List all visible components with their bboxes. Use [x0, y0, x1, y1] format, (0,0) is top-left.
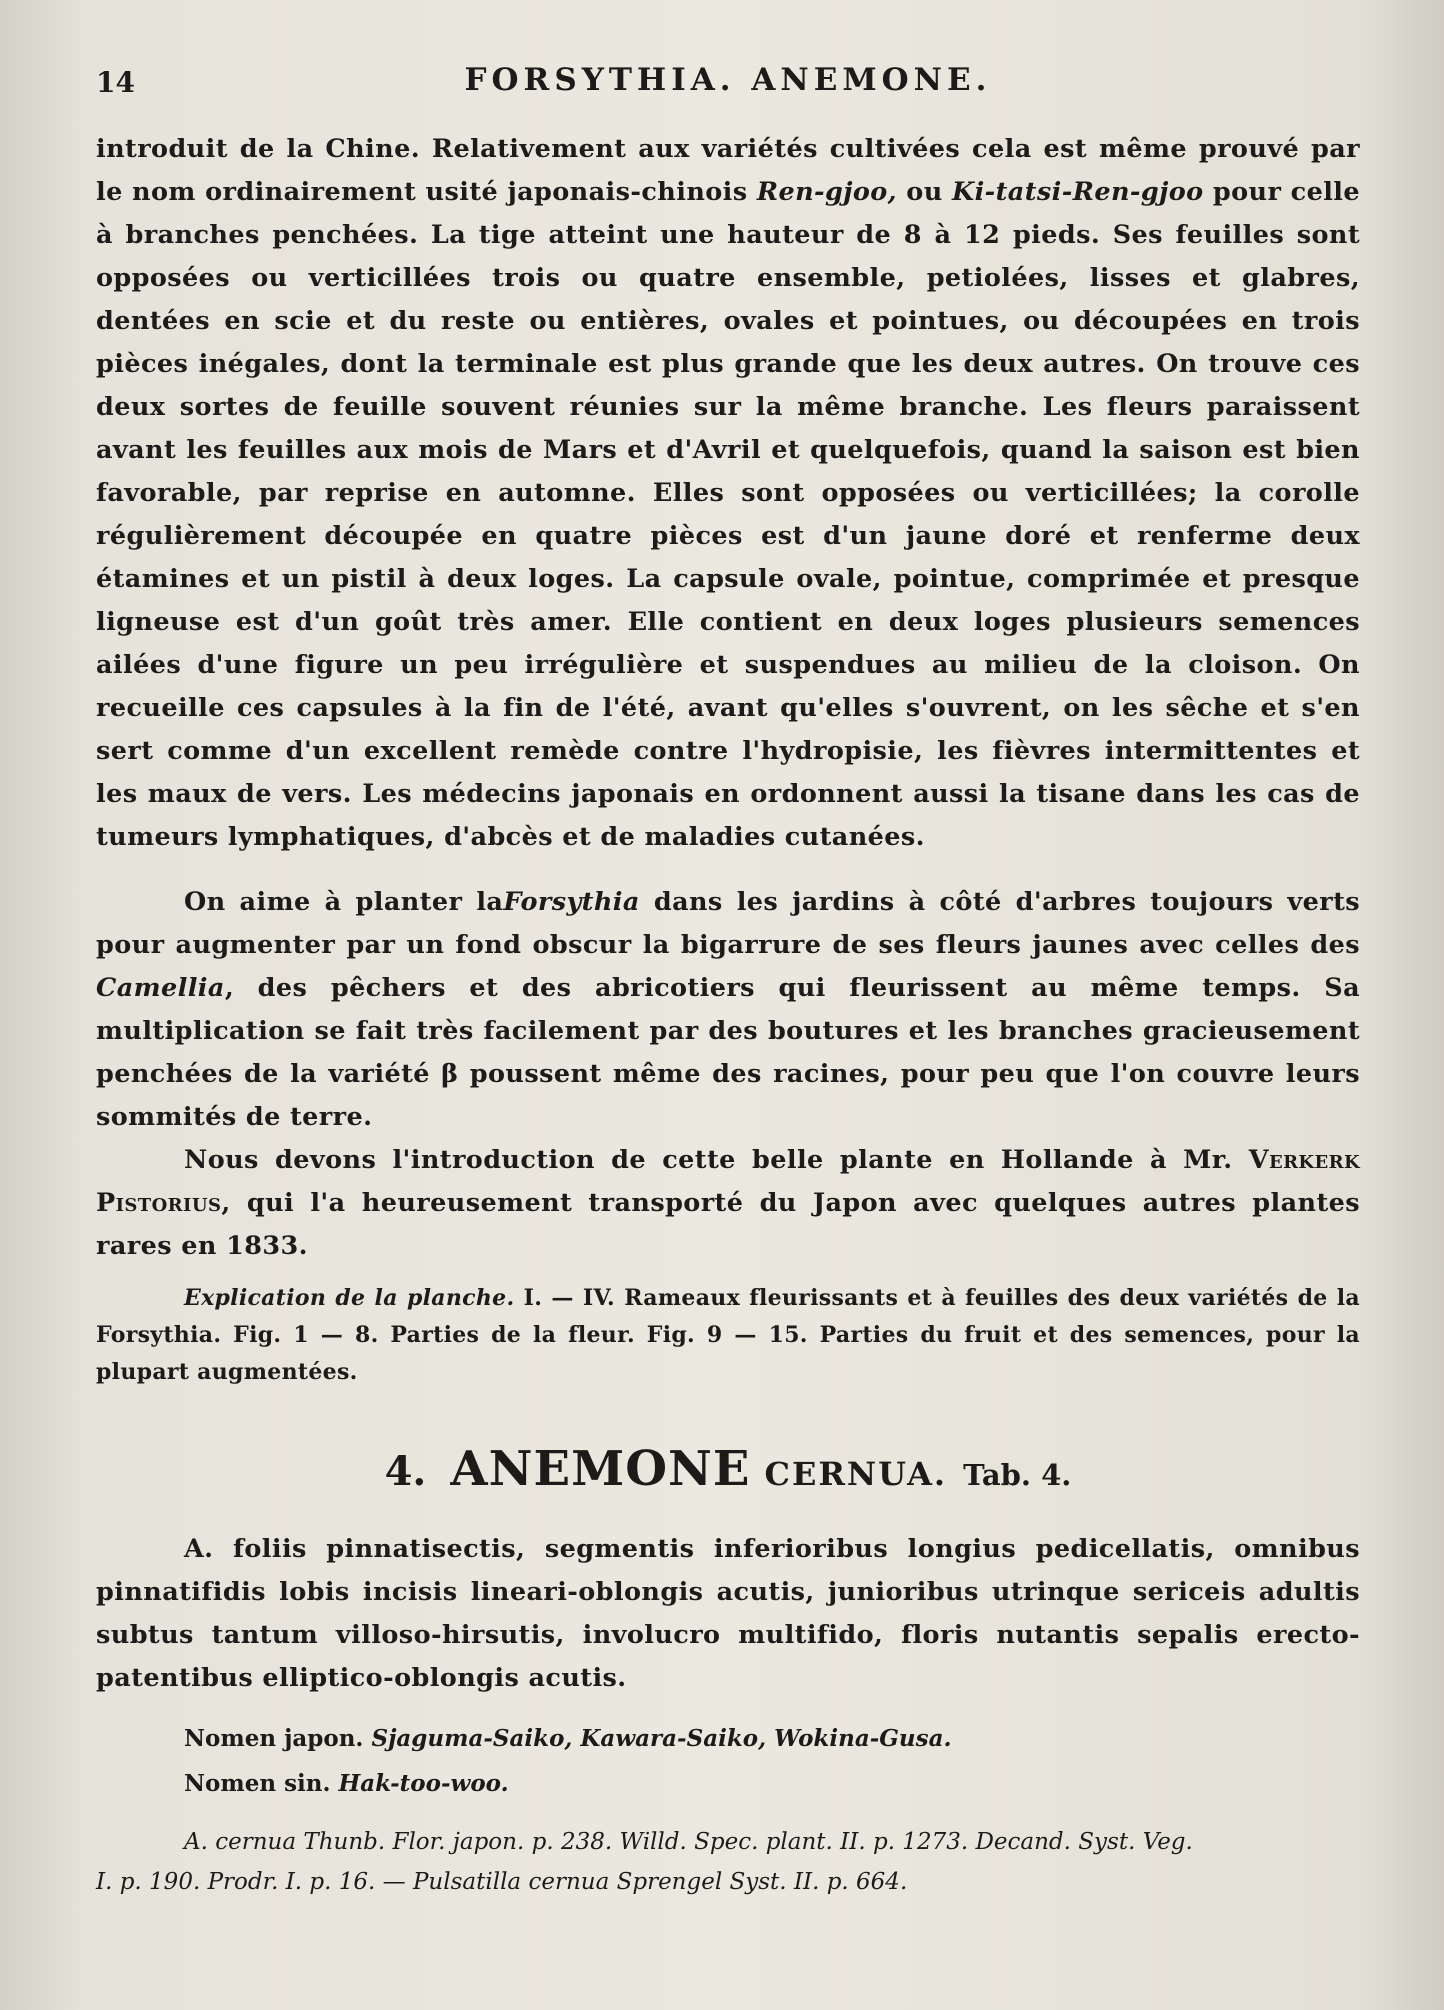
paragraph-introduction: Nous devons l'introduction de cette belle plante en Hollande à Mr. Verkerk Pistorius, qui l'a heureusement transporté du Japon avec quelques autres plantes rares en 1833.	[96, 1145, 1360, 1261]
page-header	[96, 58, 1360, 102]
paragraph-cultivation: On aime à planter laForsythia dans les jardins à côté d'arbres toujours verts pour augmenter par un fond obscur la bigarrure de ses fleurs jaunes avec celles des Camellia, des pêchers et des abricotiers qui fleurissent au même temps. Sa multiplication se fait très facilement par des boutures et les branches gracieusement penchées de la variété β poussent même des racines, pour peu que l'on couvre leurs sommités de terre.	[96, 887, 1360, 1132]
chinese-name-line: Nomen sin. Hak-too-woo.	[184, 1770, 509, 1797]
latin-diagnosis: A. foliis pinnatisectis, segmentis inferioribus longius pedicellatis, omnibus pinnatifidis lobis incisis lineari-oblongis acutis, junioribus utrinque sericeis adultis subtus tantum villoso-hirsutis, involucro multifido, floris nutantis sepalis erecto-patentibus elliptico-oblongis acutis.	[96, 1534, 1360, 1693]
genus-name: ANEMONE	[450, 1441, 751, 1497]
plate-explanation: Explication de la planche. I. — IV. Rameaux fleurissants et à feuilles des deux variétés de la Forsythia. Fig. 1 — 8. Parties de la fleur. Fig. 9 — 15. Parties du fruit et des semences, pour la plupart augmentées.	[96, 1285, 1360, 1385]
page-body	[96, 128, 1360, 1902]
reference-line-2: I. p. 190. Prodr. I. p. 16. — Pulsatilla cernua Sprengel Syst. II. p. 664.	[96, 1869, 908, 1895]
species-name: CERNUA.	[764, 1455, 948, 1493]
japanese-name-line: Nomen japon. Sjaguma-Saiko, Kawara-Saiko, Wokina-Gusa.	[184, 1725, 952, 1752]
synonymy-references	[96, 1822, 1360, 1902]
page-number: 14	[96, 66, 135, 99]
running-title: FORSYTHIA. ANEMONE.	[464, 62, 992, 98]
section-number: 4.	[384, 1448, 427, 1495]
vernacular-names	[96, 1716, 1360, 1806]
reference-line-1: A. cernua Thunb. Flor. japon. p. 238. Willd. Spec. plant. II. p. 1273. Decand. Syst. Veg.	[184, 1829, 1193, 1855]
plate-reference: Tab. 4.	[963, 1458, 1072, 1492]
section-heading-anemone	[96, 1439, 1360, 1510]
paragraph-forsythia-description: introduit de la Chine. Relativement aux variétés cultivées cela est même prouvé par le nom ordinairement usité japonais-chinois Ren-gjoo, ou Ki-tatsi-Ren-gjoo pour celle à branches penchées. La tige atteint une hauteur de 8 à 12 pieds. Ses feuilles sont opposées ou verticillées trois ou quatre ensemble, petiolées, lisses et glabres, dentées en scie et du reste ou entières, ovales et pointues, ou découpées en trois pièces inégales, dont la terminale est plus grande que les deux autres. On trouve ces deux sortes de feuille souvent réunies sur la même branche. Les fleurs paraissent avant les feuilles aux mois de Mars et d'Avril et quelquefois, quand la saison est bien favorable, par reprise en automne. Elles sont opposées ou verticillées; la corolle régulièrement découpée en quatre pièces est d'un jaune doré et renferme deux étamines et un pistil à deux loges. La capsule ovale, pointue, comprimée et presque ligneuse est d'un goût très amer. Elle contient en deux loges plusieurs semences ailées d'une figure un peu irrégulière et suspendues au milieu de la cloison. On recueille ces capsules à la fin de l'été, avant qu'elles s'ouvrent, on les sêche et s'en sert comme d'un excellent remède contre l'hydropisie, les fièvres intermittentes et les maux de vers. Les médecins japonais en ordonnent aussi la tisane dans les cas de tumeurs lymphatiques, d'abcès et de maladies cutanées.	[96, 134, 1361, 852]
